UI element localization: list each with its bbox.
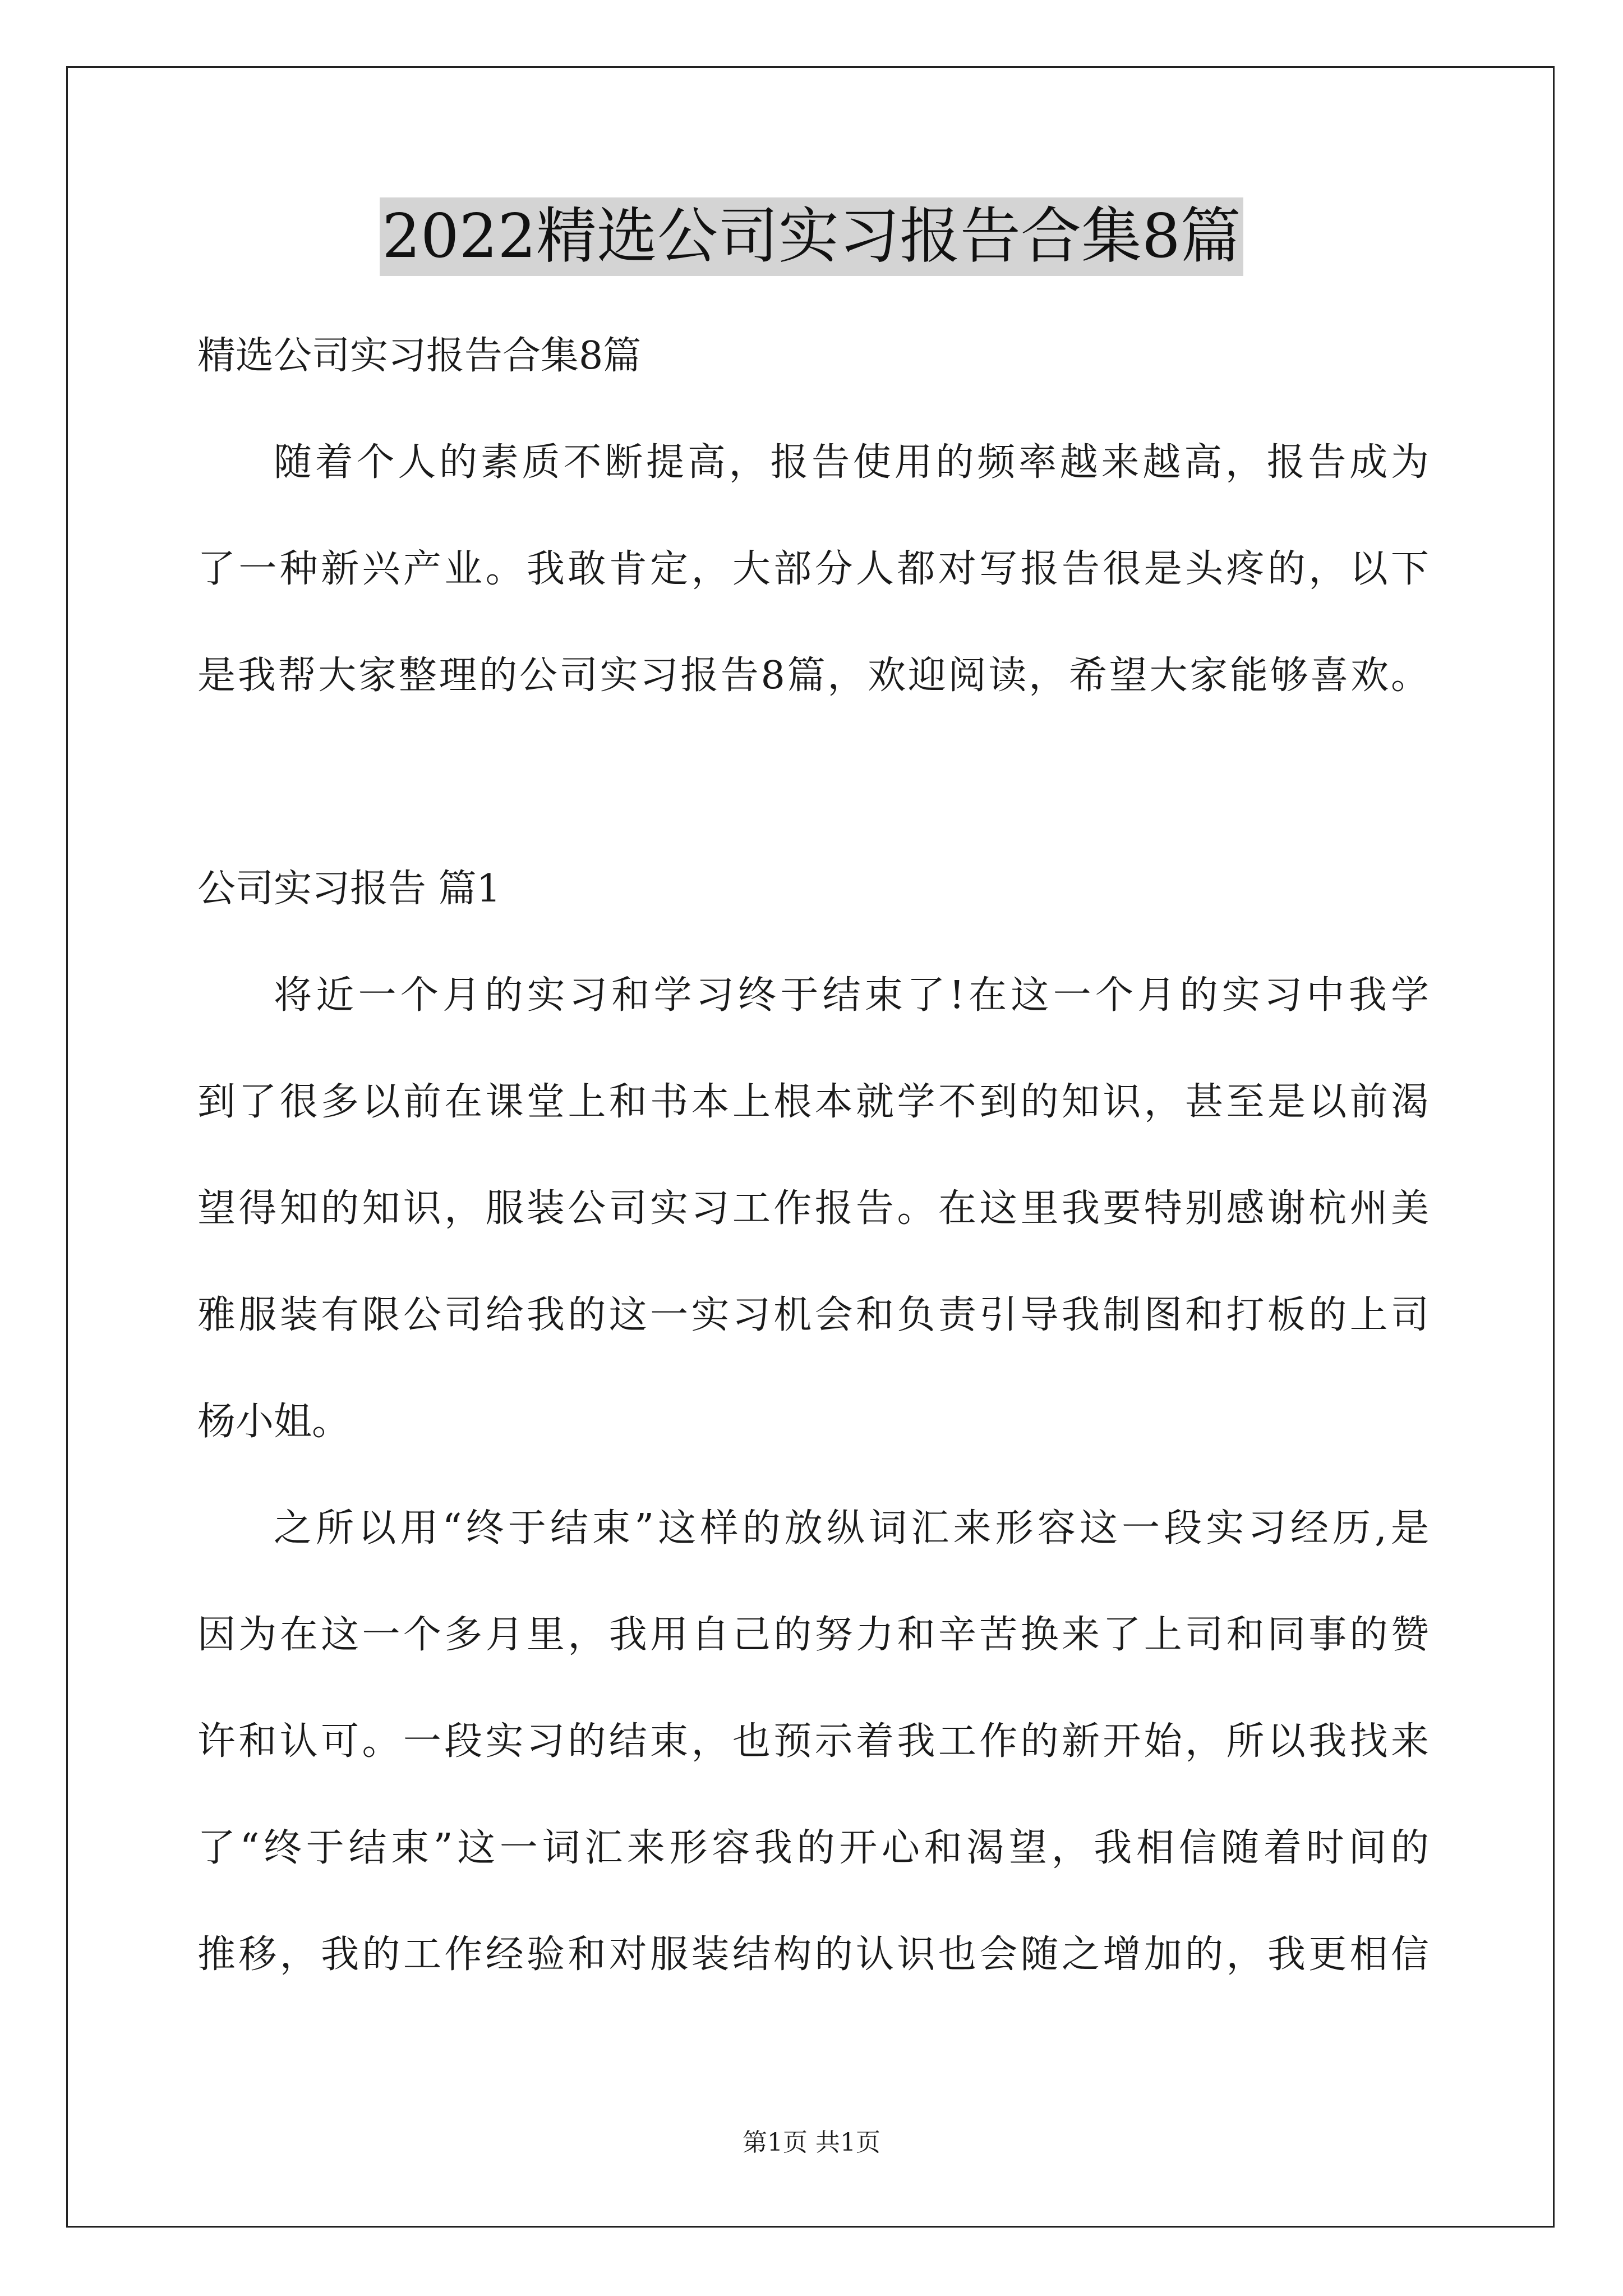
paragraph-line: 了“终于结束”这一词汇来形容我的开心和渴望，我相信随着时间的 <box>197 1826 1429 1870</box>
section-heading: 公司实习报告 篇1 <box>197 867 501 911</box>
title-container <box>0 197 1623 276</box>
paragraph-line: 将近一个月的实习和学习终于结束了!在这一个月的实习中我学 <box>274 973 1429 1018</box>
paragraph-line: 到了很多以前在课堂上和书本上根本就学不到的知识，甚至是以前渴 <box>197 1080 1429 1124</box>
spacer <box>197 729 1429 836</box>
paragraph-line: 望得知的知识，服装公司实习工作报告。在这里我要特别感谢杭州美 <box>197 1186 1429 1231</box>
document-subtitle: 精选公司实习报告合集8篇 <box>197 334 642 378</box>
paragraph-line: 推移，我的工作经验和对服装结构的认识也会随之增加的，我更相信 <box>197 1932 1429 1977</box>
intro-line: 是我帮大家整理的公司实习报告8篇，欢迎阅读，希望大家能够喜欢。 <box>197 654 1429 698</box>
document-title: 2022精选公司实习报告合集8篇 <box>380 197 1243 276</box>
paragraph-line: 之所以用“终于结束”这样的放纵词汇来形容这一段实习经历,是 <box>274 1506 1429 1550</box>
document-body <box>197 303 1429 2008</box>
page-footer: 第1页 共1页 <box>743 2128 880 2157</box>
paragraph-line: 许和认可。一段实习的结束，也预示着我工作的新开始，所以我找来 <box>197 1719 1429 1764</box>
paragraph-line: 因为在这一个多月里，我用自己的努力和辛苦换来了上司和同事的赞 <box>197 1613 1429 1657</box>
intro-line: 随着个人的素质不断提高，报告使用的频率越来越高，报告成为 <box>274 440 1429 485</box>
paragraph-line: 雅服装有限公司给我的这一实习机会和负责引导我制图和打板的上司 <box>197 1293 1429 1337</box>
intro-line: 了一种新兴产业。我敢肯定，大部分人都对写报告很是头疼的，以下 <box>197 547 1429 591</box>
paragraph-line: 杨小姐。 <box>197 1400 351 1444</box>
